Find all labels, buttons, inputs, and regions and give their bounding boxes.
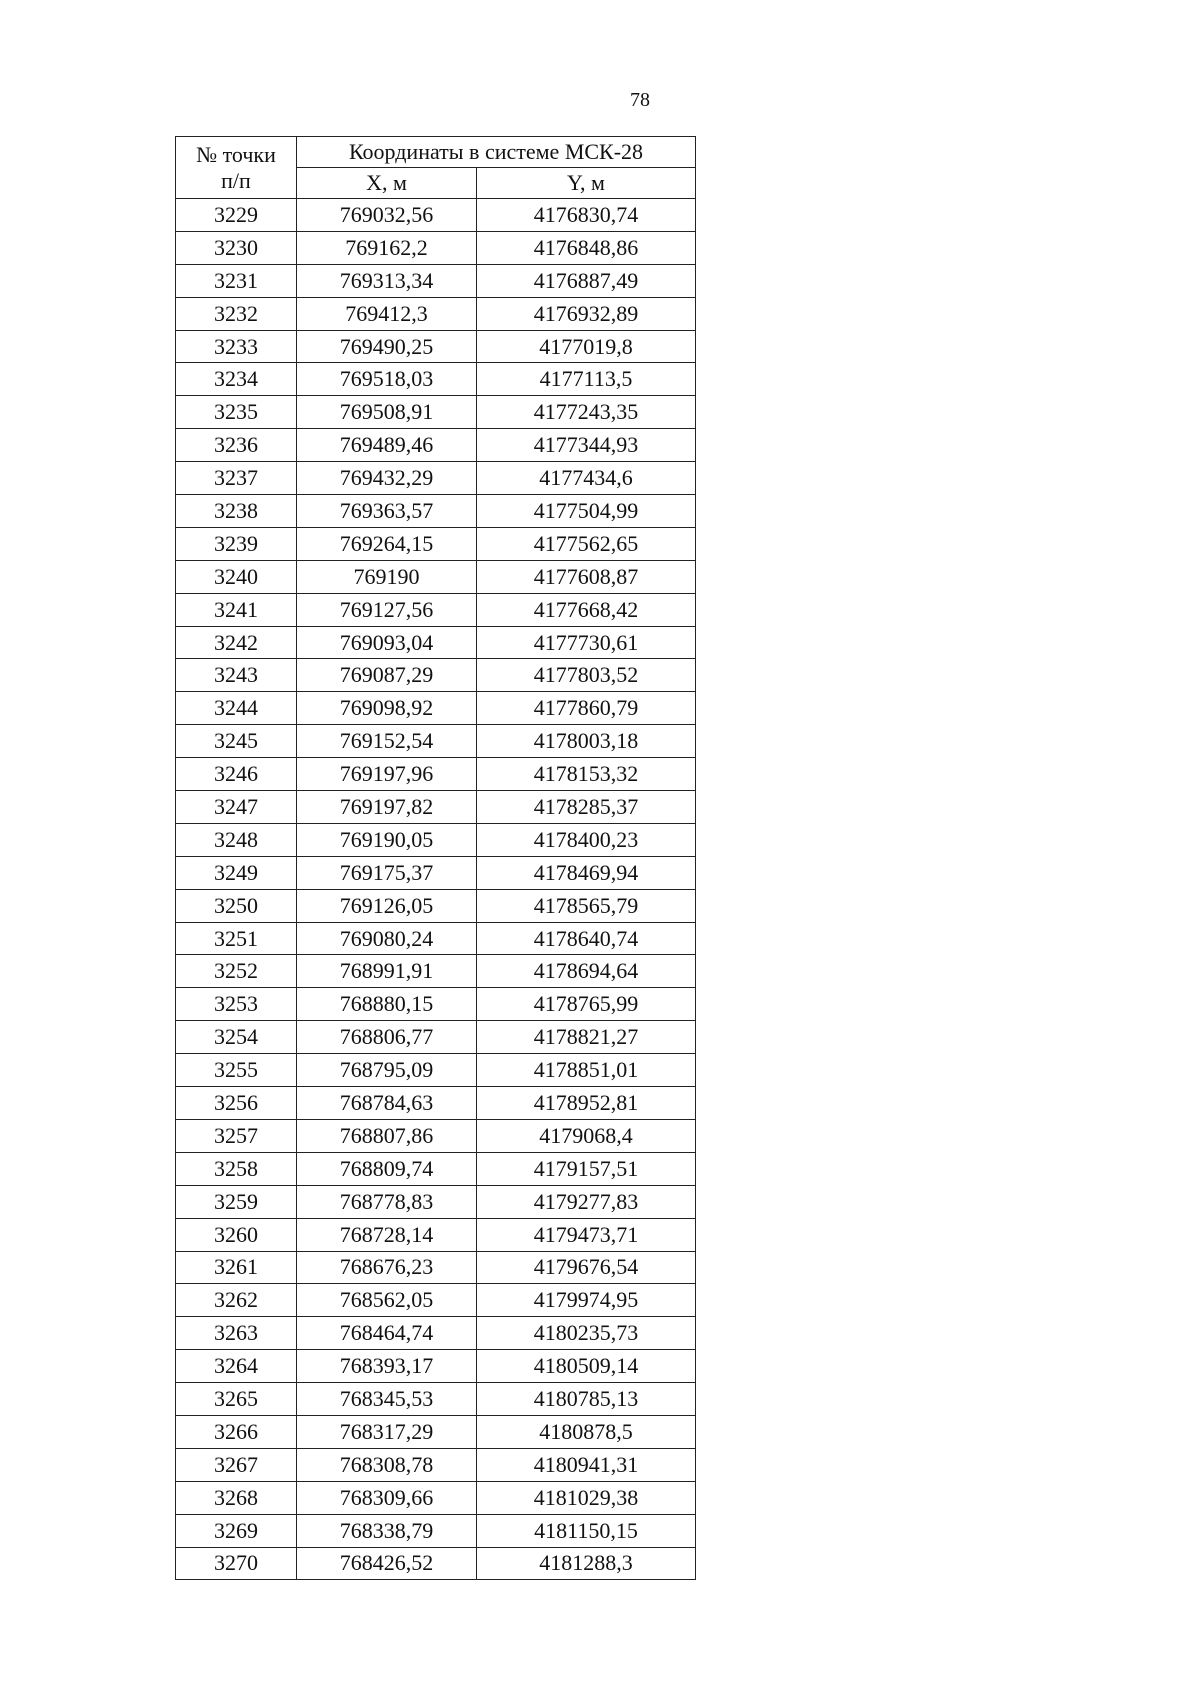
y-coordinate-cell: 4176848,86 [477,231,696,264]
x-coordinate-cell: 769093,04 [297,626,477,659]
table-row [176,1021,696,1054]
y-coordinate-cell: 4180235,73 [477,1317,696,1350]
table-row [176,1087,696,1120]
y-coordinate-cell: 4177608,87 [477,560,696,593]
table-row [176,659,696,692]
table-row [176,725,696,758]
table-row [176,396,696,429]
x-coordinate-cell: 768991,91 [297,955,477,988]
point-number-cell: 3242 [176,626,297,659]
point-number-cell: 3260 [176,1218,297,1251]
point-number-cell: 3247 [176,791,297,824]
point-number-cell: 3253 [176,988,297,1021]
point-number-cell: 3243 [176,659,297,692]
y-coordinate-cell: 4180878,5 [477,1415,696,1448]
y-coordinate-cell: 4177504,99 [477,495,696,528]
point-number-cell: 3246 [176,758,297,791]
page-number: 78 [630,89,650,111]
table-row [176,297,696,330]
point-number-cell: 3268 [176,1481,297,1514]
point-number-cell: 3257 [176,1119,297,1152]
y-coordinate-cell: 4180941,31 [477,1448,696,1481]
table-row [176,593,696,626]
table-row [176,462,696,495]
y-coordinate-cell: 4177434,6 [477,462,696,495]
y-coordinate-cell: 4178765,99 [477,988,696,1021]
x-coordinate-cell: 769412,3 [297,297,477,330]
table-row [176,1383,696,1416]
point-number-cell: 3237 [176,462,297,495]
y-coordinate-cell: 4180785,13 [477,1383,696,1416]
table-row [176,988,696,1021]
y-coordinate-cell: 4177860,79 [477,692,696,725]
x-coordinate-cell: 769162,2 [297,231,477,264]
x-coordinate-cell: 768308,78 [297,1448,477,1481]
point-number-cell: 3244 [176,692,297,725]
table-row [176,1119,696,1152]
table-row [176,231,696,264]
table-row [176,560,696,593]
table-row [176,495,696,528]
y-coordinate-cell: 4178565,79 [477,889,696,922]
point-number-cell: 3230 [176,231,297,264]
point-number-cell: 3248 [176,823,297,856]
table-row [176,922,696,955]
x-coordinate-cell: 769489,46 [297,429,477,462]
point-number-cell: 3239 [176,527,297,560]
y-coordinate-cell: 4178952,81 [477,1087,696,1120]
table-header [176,137,696,199]
x-coordinate-cell: 769363,57 [297,495,477,528]
point-number-header [176,137,297,199]
y-column-header: Y, м [477,168,696,199]
x-coordinate-cell: 769313,34 [297,264,477,297]
x-coordinate-cell: 769087,29 [297,659,477,692]
point-number-cell: 3232 [176,297,297,330]
table-row [176,692,696,725]
x-coordinate-cell: 769126,05 [297,889,477,922]
x-coordinate-cell: 769508,91 [297,396,477,429]
point-number-cell: 3256 [176,1087,297,1120]
y-coordinate-cell: 4177803,52 [477,659,696,692]
table-row [176,264,696,297]
x-coordinate-cell: 769264,15 [297,527,477,560]
y-coordinate-cell: 4178400,23 [477,823,696,856]
point-number-cell: 3236 [176,429,297,462]
x-column-header: X, м [297,168,477,199]
x-coordinate-cell: 768345,53 [297,1383,477,1416]
table-row [176,1218,696,1251]
x-coordinate-cell: 768806,77 [297,1021,477,1054]
point-number-cell: 3259 [176,1185,297,1218]
y-coordinate-cell: 4177730,61 [477,626,696,659]
x-coordinate-cell: 768676,23 [297,1251,477,1284]
point-number-cell: 3265 [176,1383,297,1416]
x-coordinate-cell: 769490,25 [297,330,477,363]
x-coordinate-cell: 768807,86 [297,1119,477,1152]
point-number-cell: 3252 [176,955,297,988]
table-row [176,889,696,922]
point-number-cell: 3254 [176,1021,297,1054]
x-coordinate-cell: 769432,29 [297,462,477,495]
y-coordinate-cell: 4179157,51 [477,1152,696,1185]
point-number-cell: 3251 [176,922,297,955]
point-number-cell: 3250 [176,889,297,922]
x-coordinate-cell: 769197,96 [297,758,477,791]
point-number-cell: 3229 [176,199,297,232]
table-row [176,823,696,856]
table-row [176,1547,696,1580]
table-row [176,1514,696,1547]
y-coordinate-cell: 4178694,64 [477,955,696,988]
x-coordinate-cell: 769190,05 [297,823,477,856]
x-coordinate-cell: 769127,56 [297,593,477,626]
x-coordinate-cell: 769098,92 [297,692,477,725]
table-row [176,429,696,462]
point-number-cell: 3270 [176,1547,297,1580]
x-coordinate-cell: 768809,74 [297,1152,477,1185]
y-coordinate-cell: 4177243,35 [477,396,696,429]
y-coordinate-cell: 4178003,18 [477,725,696,758]
point-number-cell: 3235 [176,396,297,429]
point-number-cell: 3233 [176,330,297,363]
y-coordinate-cell: 4180509,14 [477,1350,696,1383]
x-coordinate-cell: 769197,82 [297,791,477,824]
x-coordinate-cell: 769080,24 [297,922,477,955]
table-row [176,856,696,889]
point-number-cell: 3269 [176,1514,297,1547]
point-number-cell: 3264 [176,1350,297,1383]
y-coordinate-cell: 4176887,49 [477,264,696,297]
table-body [176,199,696,1580]
table-row [176,1152,696,1185]
x-coordinate-cell: 768317,29 [297,1415,477,1448]
table-row [176,626,696,659]
x-coordinate-cell: 768784,63 [297,1087,477,1120]
y-coordinate-cell: 4177668,42 [477,593,696,626]
point-number-cell: 3258 [176,1152,297,1185]
y-coordinate-cell: 4179473,71 [477,1218,696,1251]
point-number-header-line1: № точки [196,141,276,167]
y-coordinate-cell: 4179676,54 [477,1251,696,1284]
table-row [176,1350,696,1383]
x-coordinate-cell: 768464,74 [297,1317,477,1350]
point-number-cell: 3261 [176,1251,297,1284]
point-number-cell: 3241 [176,593,297,626]
table-row [176,199,696,232]
y-coordinate-cell: 4178851,01 [477,1054,696,1087]
x-coordinate-cell: 768778,83 [297,1185,477,1218]
table-row [176,527,696,560]
y-coordinate-cell: 4178640,74 [477,922,696,955]
x-coordinate-cell: 769175,37 [297,856,477,889]
y-coordinate-cell: 4179277,83 [477,1185,696,1218]
y-coordinate-cell: 4178285,37 [477,791,696,824]
x-coordinate-cell: 768338,79 [297,1514,477,1547]
table-row [176,1448,696,1481]
point-number-cell: 3249 [176,856,297,889]
y-coordinate-cell: 4176830,74 [477,199,696,232]
table-row [176,1481,696,1514]
point-number-cell: 3240 [176,560,297,593]
x-coordinate-cell: 769190 [297,560,477,593]
y-coordinate-cell: 4178821,27 [477,1021,696,1054]
y-coordinate-cell: 4178469,94 [477,856,696,889]
table-row [176,1317,696,1350]
table-row [176,1415,696,1448]
point-number-cell: 3263 [176,1317,297,1350]
table-row [176,330,696,363]
table-row [176,791,696,824]
point-number-cell: 3266 [176,1415,297,1448]
table-row [176,363,696,396]
coordinates-table [175,136,696,1580]
table-row [176,955,696,988]
x-coordinate-cell: 768562,05 [297,1284,477,1317]
x-coordinate-cell: 768795,09 [297,1054,477,1087]
y-coordinate-cell: 4179974,95 [477,1284,696,1317]
table-row [176,758,696,791]
x-coordinate-cell: 768309,66 [297,1481,477,1514]
table-row [176,1251,696,1284]
x-coordinate-cell: 768426,52 [297,1547,477,1580]
y-coordinate-cell: 4177113,5 [477,363,696,396]
x-coordinate-cell: 769152,54 [297,725,477,758]
point-number-cell: 3234 [176,363,297,396]
x-coordinate-cell: 768393,17 [297,1350,477,1383]
x-coordinate-cell: 769032,56 [297,199,477,232]
point-number-cell: 3231 [176,264,297,297]
y-coordinate-cell: 4179068,4 [477,1119,696,1152]
y-coordinate-cell: 4177562,65 [477,527,696,560]
y-coordinate-cell: 4177019,8 [477,330,696,363]
coordinates-group-header: Координаты в системе МСК-28 [297,137,696,168]
point-number-cell: 3267 [176,1448,297,1481]
table-row [176,1185,696,1218]
y-coordinate-cell: 4181029,38 [477,1481,696,1514]
y-coordinate-cell: 4181288,3 [477,1547,696,1580]
x-coordinate-cell: 769518,03 [297,363,477,396]
point-number-header-line2: п/п [221,167,251,193]
point-number-cell: 3245 [176,725,297,758]
y-coordinate-cell: 4177344,93 [477,429,696,462]
x-coordinate-cell: 768728,14 [297,1218,477,1251]
x-coordinate-cell: 768880,15 [297,988,477,1021]
y-coordinate-cell: 4181150,15 [477,1514,696,1547]
point-number-cell: 3255 [176,1054,297,1087]
y-coordinate-cell: 4176932,89 [477,297,696,330]
table-row [176,1284,696,1317]
table-row [176,1054,696,1087]
point-number-cell: 3238 [176,495,297,528]
y-coordinate-cell: 4178153,32 [477,758,696,791]
point-number-cell: 3262 [176,1284,297,1317]
